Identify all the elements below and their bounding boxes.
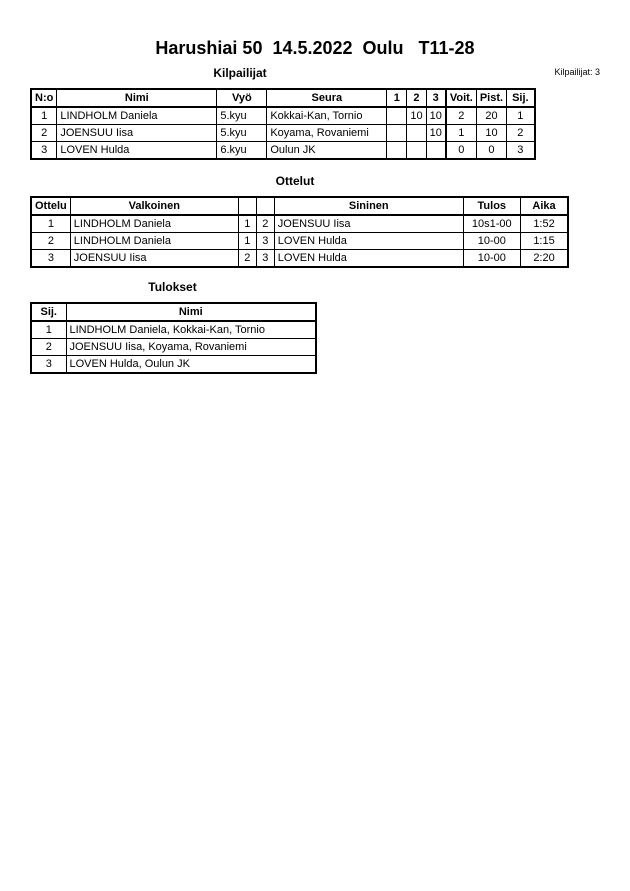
table-cell: 2 xyxy=(256,215,274,233)
table-cell: 1 xyxy=(31,107,57,125)
table-cell: 0 xyxy=(476,142,506,160)
column-header: Pist. xyxy=(476,89,506,107)
table-header-row xyxy=(31,197,568,215)
column-header: Valkoinen xyxy=(70,197,238,215)
table-cell: 10 xyxy=(426,107,446,125)
table-cell: 3 xyxy=(256,233,274,250)
column-header: Voit. xyxy=(446,89,477,107)
table-row xyxy=(31,215,568,233)
column-header: Seura xyxy=(267,89,387,107)
table-cell xyxy=(387,142,407,160)
table-header-row xyxy=(31,303,316,321)
table-cell: 3 xyxy=(256,250,274,268)
table-cell: LOVEN Hulda xyxy=(274,233,463,250)
table-cell: 2 xyxy=(238,250,256,268)
table-row xyxy=(31,107,535,125)
table-row xyxy=(31,125,535,142)
table-cell: 3 xyxy=(31,356,66,374)
table-cell: LOVEN Hulda xyxy=(274,250,463,268)
table-cell: 2 xyxy=(507,125,535,142)
table-header-row xyxy=(31,89,535,107)
table-cell: 1:52 xyxy=(520,215,568,233)
table-cell: JOENSUU Iisa, Koyama, Rovaniemi xyxy=(66,339,316,356)
column-header: 1 xyxy=(387,89,407,107)
column-header: Aika xyxy=(520,197,568,215)
table-cell: JOENSUU Iisa xyxy=(70,250,238,268)
table-cell: 2 xyxy=(31,339,66,356)
tulokset-table xyxy=(30,302,317,374)
column-header xyxy=(256,197,274,215)
table-cell: 1:15 xyxy=(520,233,568,250)
table-cell: LINDHOLM Daniela, Kokkai-Kan, Tornio xyxy=(66,321,316,339)
table-cell xyxy=(426,142,446,160)
table-cell xyxy=(387,107,407,125)
column-header: Ottelu xyxy=(31,197,70,215)
table-cell: 1 xyxy=(31,321,66,339)
kilpailijat-table xyxy=(30,88,536,160)
table-cell: Koyama, Rovaniemi xyxy=(267,125,387,142)
table-cell: 10 xyxy=(426,125,446,142)
table-row xyxy=(31,250,568,268)
column-header: 3 xyxy=(426,89,446,107)
table-row xyxy=(31,356,316,374)
table-cell: 1 xyxy=(238,215,256,233)
table-cell: LOVEN Hulda xyxy=(57,142,217,160)
table-row xyxy=(31,142,535,160)
column-header: Sininen xyxy=(274,197,463,215)
column-header: Nimi xyxy=(57,89,217,107)
table-cell: 2:20 xyxy=(520,250,568,268)
column-header: 2 xyxy=(407,89,426,107)
table-cell: 3 xyxy=(31,142,57,160)
table-cell: JOENSUU Iisa xyxy=(57,125,217,142)
table-cell: LINDHOLM Daniela xyxy=(70,233,238,250)
table-cell: 10s1-00 xyxy=(463,215,520,233)
table-row xyxy=(31,233,568,250)
column-header xyxy=(238,197,256,215)
table-cell: 10-00 xyxy=(463,233,520,250)
table-cell: 0 xyxy=(446,142,477,160)
column-header: Sij. xyxy=(507,89,535,107)
table-cell: 2 xyxy=(446,107,477,125)
table-cell xyxy=(387,125,407,142)
column-header: Nimi xyxy=(66,303,316,321)
section-heading-kilpailijat: Kilpailijat xyxy=(213,66,267,80)
table-cell: 2 xyxy=(31,233,70,250)
table-cell: 10-00 xyxy=(463,250,520,268)
table-cell: Kokkai-Kan, Tornio xyxy=(267,107,387,125)
column-header: Vyö xyxy=(217,89,267,107)
table-cell xyxy=(407,142,426,160)
table-cell xyxy=(407,125,426,142)
table-cell: 5.kyu xyxy=(217,107,267,125)
table-row xyxy=(31,339,316,356)
table-cell: Oulun JK xyxy=(267,142,387,160)
table-cell: LINDHOLM Daniela xyxy=(70,215,238,233)
column-header: Sij. xyxy=(31,303,66,321)
table-cell: 2 xyxy=(31,125,57,142)
table-cell: LINDHOLM Daniela xyxy=(57,107,217,125)
ottelut-table xyxy=(30,196,569,268)
table-cell: 20 xyxy=(476,107,506,125)
table-cell: 3 xyxy=(31,250,70,268)
table-cell: 10 xyxy=(407,107,426,125)
table-cell: 1 xyxy=(238,233,256,250)
table-cell: JOENSUU Iisa xyxy=(274,215,463,233)
table-cell: 1 xyxy=(446,125,477,142)
table-cell: LOVEN Hulda, Oulun JK xyxy=(66,356,316,374)
section-heading-ottelut: Ottelut xyxy=(275,174,315,188)
column-header: Tulos xyxy=(463,197,520,215)
column-header: N:o xyxy=(31,89,57,107)
section-heading-tulokset: Tulokset xyxy=(148,280,197,294)
table-cell: 10 xyxy=(476,125,506,142)
table-row xyxy=(31,321,316,339)
table-cell: 1 xyxy=(507,107,535,125)
table-cell: 3 xyxy=(507,142,535,160)
competitors-count-label: Kilpailijat: 3 xyxy=(554,67,600,77)
table-cell: 6.kyu xyxy=(217,142,267,160)
page-title: Harushiai 50 14.5.2022 Oulu T11-28 xyxy=(155,38,475,58)
table-cell: 1 xyxy=(31,215,70,233)
table-cell: 5.kyu xyxy=(217,125,267,142)
